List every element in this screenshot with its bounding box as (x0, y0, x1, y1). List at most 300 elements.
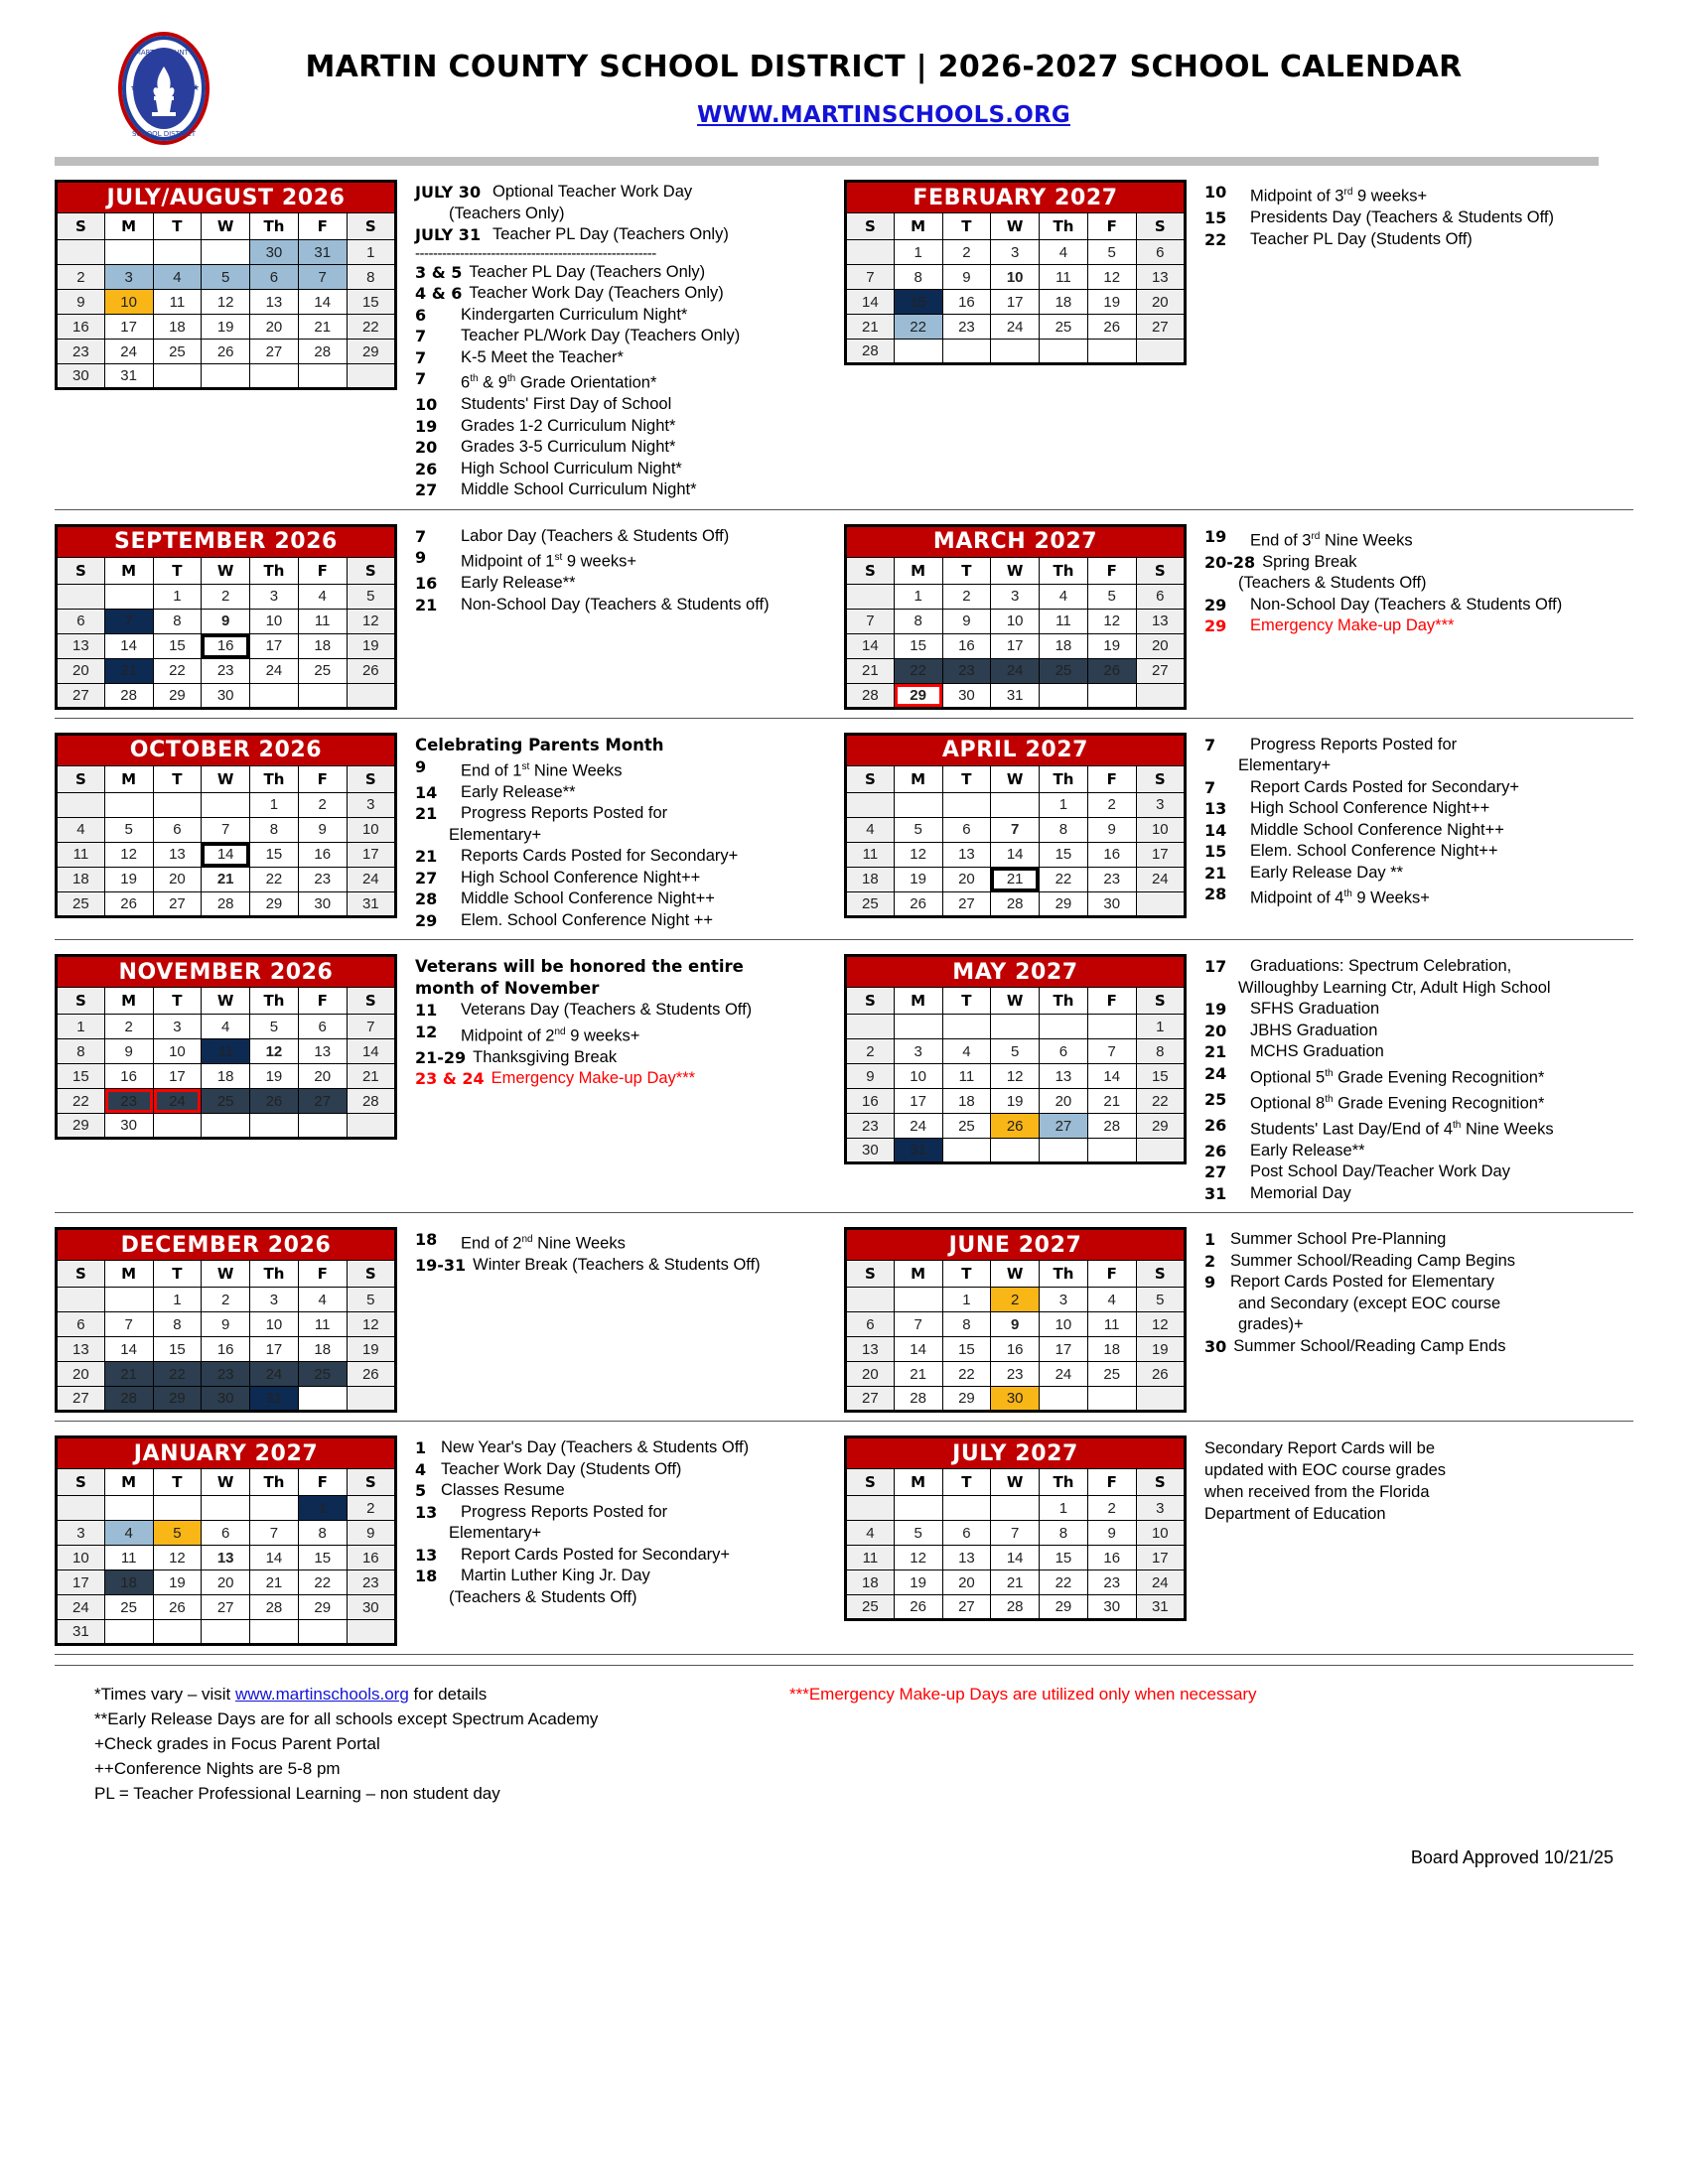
day-cell[interactable]: 13 (846, 1337, 895, 1362)
day-cell[interactable]: 15 (57, 1064, 105, 1089)
day-cell[interactable]: 31 (298, 240, 347, 265)
day-cell[interactable]: 26 (894, 1595, 942, 1620)
day-cell[interactable]: 5 (991, 1039, 1040, 1064)
day-cell[interactable]: 5 (894, 1521, 942, 1546)
day-cell[interactable]: 23 (942, 315, 991, 340)
day-cell[interactable]: 12 (202, 290, 250, 315)
day-cell[interactable]: 14 (846, 290, 895, 315)
day-cell[interactable]: 30 (202, 1387, 250, 1412)
day-cell[interactable]: 20 (57, 658, 105, 683)
day-cell[interactable]: 1 (153, 1288, 202, 1312)
day-cell[interactable]: 5 (104, 817, 153, 842)
day-cell[interactable]: 1 (57, 1015, 105, 1039)
day-cell[interactable]: 3 (1136, 1496, 1185, 1521)
day-cell[interactable]: 17 (153, 1064, 202, 1089)
day-cell[interactable]: 3 (1136, 792, 1185, 817)
day-cell[interactable]: 27 (57, 683, 105, 708)
day-cell[interactable] (202, 1114, 250, 1139)
day-cell[interactable]: 14 (894, 1337, 942, 1362)
day-cell[interactable]: 22 (1040, 1570, 1088, 1595)
day-cell[interactable] (104, 1620, 153, 1645)
day-cell[interactable] (347, 364, 395, 389)
day-cell[interactable] (1136, 1387, 1185, 1412)
day-cell[interactable] (57, 792, 105, 817)
day-cell[interactable]: 15 (347, 290, 395, 315)
day-cell[interactable]: 4 (846, 1521, 895, 1546)
day-cell[interactable]: 26 (347, 658, 395, 683)
day-cell[interactable] (298, 1620, 347, 1645)
day-cell[interactable]: 30 (298, 891, 347, 916)
day-cell[interactable]: 20 (298, 1064, 347, 1089)
day-cell[interactable]: 11 (1040, 265, 1088, 290)
day-cell[interactable]: 23 (202, 1362, 250, 1387)
day-cell[interactable] (347, 1114, 395, 1139)
day-cell[interactable] (347, 1387, 395, 1412)
day-cell[interactable]: 3 (250, 584, 299, 609)
day-cell[interactable]: 7 (202, 817, 250, 842)
day-cell[interactable]: 30 (942, 683, 991, 708)
day-cell[interactable]: 27 (846, 1387, 895, 1412)
day-cell[interactable]: 14 (250, 1546, 299, 1570)
day-cell[interactable]: 2 (202, 584, 250, 609)
day-cell[interactable]: 8 (298, 1521, 347, 1546)
day-cell[interactable]: 31 (894, 1139, 942, 1163)
day-cell[interactable] (57, 1288, 105, 1312)
day-cell[interactable]: 13 (1136, 609, 1185, 633)
day-cell[interactable]: 8 (1040, 817, 1088, 842)
day-cell[interactable] (1040, 1387, 1088, 1412)
day-cell[interactable]: 2 (202, 1288, 250, 1312)
day-cell[interactable]: 4 (104, 1521, 153, 1546)
day-cell[interactable]: 2 (104, 1015, 153, 1039)
day-cell[interactable] (250, 1114, 299, 1139)
day-cell[interactable]: 20 (1136, 633, 1185, 658)
day-cell[interactable]: 3 (57, 1521, 105, 1546)
day-cell[interactable]: 29 (250, 891, 299, 916)
day-cell[interactable]: 1 (1040, 792, 1088, 817)
day-cell[interactable]: 26 (153, 1595, 202, 1620)
day-cell[interactable]: 10 (104, 290, 153, 315)
day-cell[interactable]: 6 (202, 1521, 250, 1546)
day-cell[interactable]: 28 (846, 683, 895, 708)
day-cell[interactable]: 3 (1040, 1288, 1088, 1312)
day-cell[interactable] (1136, 683, 1185, 708)
day-cell[interactable]: 11 (846, 842, 895, 867)
day-cell[interactable]: 11 (202, 1039, 250, 1064)
day-cell[interactable]: 15 (894, 633, 942, 658)
day-cell[interactable]: 17 (894, 1089, 942, 1114)
day-cell[interactable]: 25 (298, 658, 347, 683)
day-cell[interactable]: 10 (894, 1064, 942, 1089)
day-cell[interactable]: 27 (202, 1595, 250, 1620)
day-cell[interactable]: 4 (298, 1288, 347, 1312)
day-cell[interactable]: 4 (153, 265, 202, 290)
day-cell[interactable] (1040, 1015, 1088, 1039)
day-cell[interactable]: 14 (991, 842, 1040, 867)
day-cell[interactable]: 6 (1040, 1039, 1088, 1064)
day-cell[interactable]: 26 (250, 1089, 299, 1114)
day-cell[interactable]: 8 (347, 265, 395, 290)
day-cell[interactable]: 7 (298, 265, 347, 290)
day-cell[interactable]: 27 (1136, 658, 1185, 683)
day-cell[interactable] (202, 364, 250, 389)
day-cell[interactable]: 2 (846, 1039, 895, 1064)
day-cell[interactable]: 20 (153, 867, 202, 891)
day-cell[interactable]: 25 (104, 1595, 153, 1620)
day-cell[interactable] (298, 1387, 347, 1412)
day-cell[interactable]: 5 (1087, 584, 1136, 609)
day-cell[interactable]: 13 (153, 842, 202, 867)
day-cell[interactable]: 15 (1040, 1546, 1088, 1570)
day-cell[interactable] (846, 1288, 895, 1312)
day-cell[interactable]: 13 (57, 633, 105, 658)
day-cell[interactable]: 19 (991, 1089, 1040, 1114)
day-cell[interactable]: 14 (347, 1039, 395, 1064)
day-cell[interactable]: 9 (104, 1039, 153, 1064)
day-cell[interactable]: 6 (250, 265, 299, 290)
day-cell[interactable]: 8 (57, 1039, 105, 1064)
day-cell[interactable]: 13 (942, 1546, 991, 1570)
day-cell[interactable]: 24 (1136, 867, 1185, 891)
day-cell[interactable]: 16 (846, 1089, 895, 1114)
day-cell[interactable]: 28 (894, 1387, 942, 1412)
day-cell[interactable]: 13 (942, 842, 991, 867)
day-cell[interactable]: 30 (1087, 1595, 1136, 1620)
day-cell[interactable]: 10 (1136, 817, 1185, 842)
day-cell[interactable]: 11 (57, 842, 105, 867)
day-cell[interactable]: 27 (153, 891, 202, 916)
day-cell[interactable]: 19 (347, 633, 395, 658)
day-cell[interactable]: 11 (846, 1546, 895, 1570)
day-cell[interactable]: 3 (991, 240, 1040, 265)
day-cell[interactable]: 1 (1136, 1015, 1185, 1039)
day-cell[interactable] (153, 364, 202, 389)
day-cell[interactable]: 16 (1087, 1546, 1136, 1570)
day-cell[interactable] (298, 683, 347, 708)
day-cell[interactable]: 27 (57, 1387, 105, 1412)
day-cell[interactable]: 1 (942, 1288, 991, 1312)
day-cell[interactable]: 18 (846, 867, 895, 891)
day-cell[interactable]: 24 (104, 340, 153, 364)
day-cell[interactable]: 7 (991, 1521, 1040, 1546)
day-cell[interactable]: 24 (347, 867, 395, 891)
day-cell[interactable]: 20 (942, 1570, 991, 1595)
day-cell[interactable]: 26 (347, 1362, 395, 1387)
day-cell[interactable]: 20 (1040, 1089, 1088, 1114)
day-cell[interactable]: 6 (153, 817, 202, 842)
day-cell[interactable]: 30 (347, 1595, 395, 1620)
day-cell[interactable]: 17 (347, 842, 395, 867)
day-cell[interactable]: 18 (1087, 1337, 1136, 1362)
day-cell[interactable]: 15 (1136, 1064, 1185, 1089)
day-cell[interactable]: 5 (1087, 240, 1136, 265)
day-cell[interactable]: 20 (846, 1362, 895, 1387)
day-cell[interactable]: 7 (846, 609, 895, 633)
day-cell[interactable]: 28 (250, 1595, 299, 1620)
day-cell[interactable]: 26 (1087, 315, 1136, 340)
day-cell[interactable]: 25 (846, 891, 895, 916)
day-cell[interactable]: 18 (57, 867, 105, 891)
day-cell[interactable]: 4 (1040, 240, 1088, 265)
day-cell[interactable] (104, 1496, 153, 1521)
day-cell[interactable] (347, 1620, 395, 1645)
day-cell[interactable]: 1 (298, 1496, 347, 1521)
day-cell[interactable]: 9 (846, 1064, 895, 1089)
day-cell[interactable]: 2 (347, 1496, 395, 1521)
day-cell[interactable]: 10 (57, 1546, 105, 1570)
day-cell[interactable] (104, 792, 153, 817)
day-cell[interactable]: 8 (1040, 1521, 1088, 1546)
day-cell[interactable]: 25 (57, 891, 105, 916)
day-cell[interactable]: 26 (1136, 1362, 1185, 1387)
day-cell[interactable]: 22 (153, 658, 202, 683)
day-cell[interactable]: 30 (57, 364, 105, 389)
day-cell[interactable]: 21 (104, 658, 153, 683)
day-cell[interactable]: 3 (894, 1039, 942, 1064)
day-cell[interactable]: 16 (991, 1337, 1040, 1362)
day-cell[interactable]: 6 (298, 1015, 347, 1039)
day-cell[interactable]: 19 (202, 315, 250, 340)
day-cell[interactable]: 2 (1087, 1496, 1136, 1521)
day-cell[interactable]: 3 (104, 265, 153, 290)
day-cell[interactable]: 4 (298, 584, 347, 609)
day-cell[interactable] (153, 1620, 202, 1645)
day-cell[interactable]: 11 (104, 1546, 153, 1570)
day-cell[interactable]: 22 (1136, 1089, 1185, 1114)
day-cell[interactable]: 26 (1087, 658, 1136, 683)
day-cell[interactable]: 27 (1040, 1114, 1088, 1139)
day-cell[interactable]: 6 (57, 1312, 105, 1337)
day-cell[interactable] (104, 584, 153, 609)
day-cell[interactable]: 12 (347, 609, 395, 633)
day-cell[interactable]: 19 (250, 1064, 299, 1089)
day-cell[interactable]: 8 (894, 265, 942, 290)
day-cell[interactable]: 18 (846, 1570, 895, 1595)
day-cell[interactable]: 3 (991, 584, 1040, 609)
day-cell[interactable]: 26 (894, 891, 942, 916)
day-cell[interactable] (846, 240, 895, 265)
day-cell[interactable]: 21 (104, 1362, 153, 1387)
day-cell[interactable]: 11 (942, 1064, 991, 1089)
day-cell[interactable]: 17 (1136, 842, 1185, 867)
day-cell[interactable]: 23 (991, 1362, 1040, 1387)
day-cell[interactable]: 15 (894, 290, 942, 315)
day-cell[interactable]: 6 (1136, 240, 1185, 265)
day-cell[interactable]: 11 (153, 290, 202, 315)
day-cell[interactable] (991, 1496, 1040, 1521)
day-cell[interactable]: 28 (991, 1595, 1040, 1620)
day-cell[interactable]: 7 (104, 1312, 153, 1337)
day-cell[interactable]: 9 (942, 265, 991, 290)
day-cell[interactable] (347, 683, 395, 708)
day-cell[interactable]: 18 (104, 1570, 153, 1595)
day-cell[interactable]: 24 (57, 1595, 105, 1620)
day-cell[interactable]: 28 (347, 1089, 395, 1114)
day-cell[interactable]: 28 (1087, 1114, 1136, 1139)
day-cell[interactable] (298, 1114, 347, 1139)
day-cell[interactable]: 18 (202, 1064, 250, 1089)
day-cell[interactable]: 8 (153, 609, 202, 633)
day-cell[interactable] (153, 792, 202, 817)
day-cell[interactable]: 31 (1136, 1595, 1185, 1620)
day-cell[interactable]: 1 (1040, 1496, 1088, 1521)
day-cell[interactable]: 28 (202, 891, 250, 916)
day-cell[interactable]: 6 (942, 817, 991, 842)
day-cell[interactable]: 21 (298, 315, 347, 340)
day-cell[interactable]: 25 (153, 340, 202, 364)
day-cell[interactable]: 18 (942, 1089, 991, 1114)
day-cell[interactable]: 9 (202, 609, 250, 633)
day-cell[interactable]: 21 (894, 1362, 942, 1387)
day-cell[interactable]: 24 (250, 658, 299, 683)
day-cell[interactable]: 24 (1136, 1570, 1185, 1595)
day-cell[interactable]: 17 (991, 290, 1040, 315)
day-cell[interactable]: 1 (894, 240, 942, 265)
day-cell[interactable]: 21 (991, 867, 1040, 891)
day-cell[interactable] (104, 1288, 153, 1312)
day-cell[interactable]: 4 (846, 817, 895, 842)
day-cell[interactable]: 24 (153, 1089, 202, 1114)
day-cell[interactable]: 10 (250, 1312, 299, 1337)
day-cell[interactable]: 10 (991, 265, 1040, 290)
day-cell[interactable]: 28 (846, 340, 895, 364)
day-cell[interactable]: 13 (1136, 265, 1185, 290)
day-cell[interactable]: 25 (846, 1595, 895, 1620)
day-cell[interactable]: 2 (1087, 792, 1136, 817)
day-cell[interactable]: 24 (1040, 1362, 1088, 1387)
day-cell[interactable] (991, 1139, 1040, 1163)
day-cell[interactable]: 4 (202, 1015, 250, 1039)
day-cell[interactable]: 22 (1040, 867, 1088, 891)
day-cell[interactable]: 23 (942, 658, 991, 683)
day-cell[interactable]: 20 (250, 315, 299, 340)
day-cell[interactable]: 1 (250, 792, 299, 817)
day-cell[interactable]: 5 (1136, 1288, 1185, 1312)
day-cell[interactable] (894, 792, 942, 817)
day-cell[interactable]: 19 (104, 867, 153, 891)
day-cell[interactable] (894, 1496, 942, 1521)
day-cell[interactable] (1136, 340, 1185, 364)
day-cell[interactable]: 5 (894, 817, 942, 842)
day-cell[interactable]: 4 (942, 1039, 991, 1064)
day-cell[interactable]: 12 (894, 842, 942, 867)
day-cell[interactable]: 2 (57, 265, 105, 290)
day-cell[interactable]: 21 (991, 1570, 1040, 1595)
day-cell[interactable] (1136, 891, 1185, 916)
day-cell[interactable] (894, 1015, 942, 1039)
day-cell[interactable]: 4 (1087, 1288, 1136, 1312)
day-cell[interactable]: 9 (298, 817, 347, 842)
day-cell[interactable]: 7 (991, 817, 1040, 842)
day-cell[interactable]: 22 (57, 1089, 105, 1114)
day-cell[interactable]: 4 (1040, 584, 1088, 609)
day-cell[interactable]: 7 (104, 609, 153, 633)
day-cell[interactable] (942, 1139, 991, 1163)
day-cell[interactable] (57, 584, 105, 609)
day-cell[interactable]: 2 (991, 1288, 1040, 1312)
day-cell[interactable]: 29 (153, 1387, 202, 1412)
day-cell[interactable]: 17 (250, 1337, 299, 1362)
day-cell[interactable]: 19 (1136, 1337, 1185, 1362)
day-cell[interactable]: 18 (153, 315, 202, 340)
day-cell[interactable]: 11 (1087, 1312, 1136, 1337)
day-cell[interactable]: 8 (153, 1312, 202, 1337)
day-cell[interactable]: 19 (153, 1570, 202, 1595)
day-cell[interactable]: 31 (347, 891, 395, 916)
day-cell[interactable]: 30 (104, 1114, 153, 1139)
day-cell[interactable]: 5 (347, 1288, 395, 1312)
day-cell[interactable]: 9 (942, 609, 991, 633)
day-cell[interactable]: 21 (846, 658, 895, 683)
day-cell[interactable]: 30 (1087, 891, 1136, 916)
day-cell[interactable]: 12 (1136, 1312, 1185, 1337)
day-cell[interactable]: 25 (942, 1114, 991, 1139)
day-cell[interactable]: 8 (942, 1312, 991, 1337)
day-cell[interactable]: 24 (991, 315, 1040, 340)
day-cell[interactable] (942, 1496, 991, 1521)
day-cell[interactable]: 16 (202, 633, 250, 658)
day-cell[interactable]: 30 (202, 683, 250, 708)
day-cell[interactable]: 21 (202, 867, 250, 891)
day-cell[interactable]: 2 (942, 240, 991, 265)
day-cell[interactable]: 1 (347, 240, 395, 265)
day-cell[interactable]: 15 (942, 1337, 991, 1362)
day-cell[interactable] (991, 340, 1040, 364)
day-cell[interactable]: 15 (1040, 842, 1088, 867)
day-cell[interactable]: 17 (57, 1570, 105, 1595)
day-cell[interactable]: 7 (894, 1312, 942, 1337)
day-cell[interactable]: 16 (298, 842, 347, 867)
day-cell[interactable]: 27 (942, 891, 991, 916)
day-cell[interactable] (250, 1496, 299, 1521)
day-cell[interactable]: 28 (104, 1387, 153, 1412)
day-cell[interactable]: 10 (250, 609, 299, 633)
day-cell[interactable]: 27 (942, 1595, 991, 1620)
day-cell[interactable]: 24 (991, 658, 1040, 683)
day-cell[interactable]: 18 (1040, 633, 1088, 658)
day-cell[interactable]: 12 (894, 1546, 942, 1570)
day-cell[interactable] (846, 1015, 895, 1039)
day-cell[interactable]: 13 (298, 1039, 347, 1064)
day-cell[interactable]: 19 (347, 1337, 395, 1362)
day-cell[interactable]: 20 (202, 1570, 250, 1595)
day-cell[interactable]: 28 (298, 340, 347, 364)
day-cell[interactable] (153, 240, 202, 265)
day-cell[interactable] (942, 1015, 991, 1039)
day-cell[interactable]: 10 (1136, 1521, 1185, 1546)
day-cell[interactable]: 19 (1087, 633, 1136, 658)
day-cell[interactable]: 4 (57, 817, 105, 842)
day-cell[interactable]: 20 (942, 867, 991, 891)
day-cell[interactable] (104, 240, 153, 265)
day-cell[interactable]: 5 (250, 1015, 299, 1039)
day-cell[interactable]: 30 (250, 240, 299, 265)
day-cell[interactable]: 2 (942, 584, 991, 609)
day-cell[interactable]: 31 (104, 364, 153, 389)
day-cell[interactable]: 30 (991, 1387, 1040, 1412)
day-cell[interactable]: 29 (894, 683, 942, 708)
day-cell[interactable]: 9 (991, 1312, 1040, 1337)
day-cell[interactable]: 19 (894, 867, 942, 891)
day-cell[interactable]: 14 (202, 842, 250, 867)
day-cell[interactable]: 31 (57, 1620, 105, 1645)
day-cell[interactable] (57, 240, 105, 265)
day-cell[interactable]: 23 (1087, 867, 1136, 891)
day-cell[interactable]: 5 (153, 1521, 202, 1546)
day-cell[interactable] (894, 1288, 942, 1312)
day-cell[interactable] (202, 1496, 250, 1521)
day-cell[interactable]: 21 (347, 1064, 395, 1089)
